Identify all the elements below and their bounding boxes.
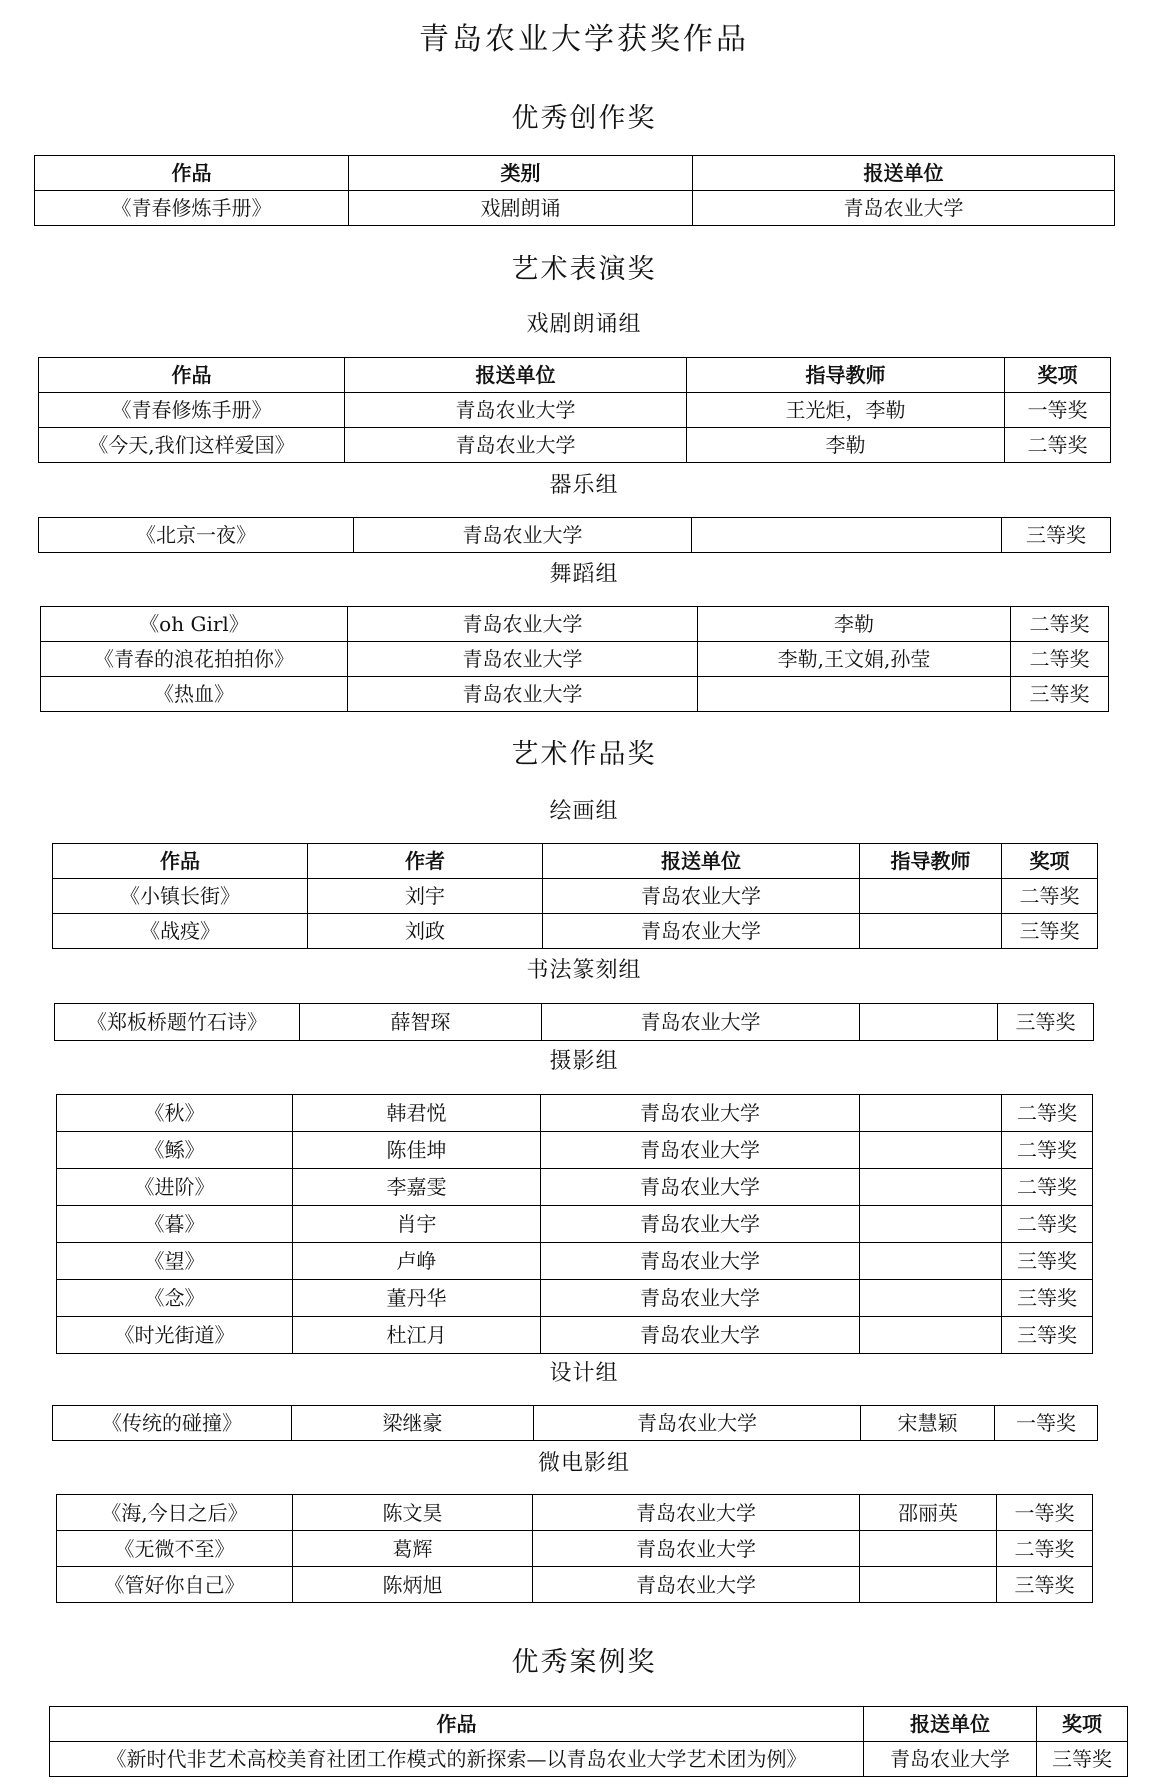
group-label-film: 微电影组 xyxy=(537,1451,630,1476)
column-header: 报送单位 xyxy=(543,844,860,879)
table-cell: 二等奖 xyxy=(1011,607,1109,642)
table-cell: 一等奖 xyxy=(997,1495,1093,1531)
group-label-painting: 绘画组 xyxy=(549,799,619,824)
table-cell: 三等奖 xyxy=(1002,518,1111,553)
table-cell: 肖宇 xyxy=(293,1206,541,1243)
group-label-music: 器乐组 xyxy=(549,473,619,498)
music-table xyxy=(38,517,1111,553)
table-cell: 刘政 xyxy=(308,914,543,949)
group-label-calligraphy: 书法篆刻组 xyxy=(526,958,642,983)
column-header: 作者 xyxy=(308,844,543,879)
table-cell: 一等奖 xyxy=(995,1406,1098,1441)
table-cell: 青岛农业大学 xyxy=(541,1280,860,1317)
table-cell: 青岛农业大学 xyxy=(345,428,687,463)
table-cell xyxy=(698,677,1011,712)
table-row xyxy=(57,1495,1093,1531)
table-cell: 李嘉雯 xyxy=(293,1169,541,1206)
table-cell: 青岛农业大学 xyxy=(543,914,860,949)
table-row xyxy=(50,1742,1128,1777)
table-cell: 李勒,王文娟,孙莹 xyxy=(698,642,1011,677)
table-cell: 卢峥 xyxy=(293,1243,541,1280)
table-cell: 二等奖 xyxy=(1011,642,1109,677)
calligraphy-table xyxy=(54,1003,1094,1041)
group-label-drama: 戏剧朗诵组 xyxy=(526,312,642,337)
table-row xyxy=(39,393,1111,428)
table-cell: 青岛农业大学 xyxy=(543,879,860,914)
column-header: 报送单位 xyxy=(345,358,687,393)
drama-table xyxy=(38,357,1111,463)
table-cell: 青岛农业大学 xyxy=(533,1567,860,1603)
table-cell: 青岛农业大学 xyxy=(354,518,692,553)
table-cell: 青岛农业大学 xyxy=(348,607,698,642)
table-cell: 李勒 xyxy=(687,428,1005,463)
table-cell: 三等奖 xyxy=(998,1004,1094,1041)
table-cell: 《小镇长街》 xyxy=(53,879,308,914)
table-cell: 三等奖 xyxy=(1002,1243,1093,1280)
table-row xyxy=(39,428,1111,463)
table-cell: 李勒 xyxy=(698,607,1011,642)
table-cell: 《北京一夜》 xyxy=(39,518,354,553)
section-heading-creation: 优秀创作奖 xyxy=(511,103,657,134)
table-row xyxy=(41,607,1109,642)
table-cell: 《战疫》 xyxy=(53,914,308,949)
table-row xyxy=(53,879,1098,914)
column-header: 奖项 xyxy=(1037,1707,1128,1742)
table-cell: 二等奖 xyxy=(1002,879,1098,914)
table-cell: 青岛农业大学 xyxy=(533,1495,860,1531)
table-cell: 三等奖 xyxy=(1011,677,1109,712)
table-cell: 《进阶》 xyxy=(57,1169,293,1206)
table-cell xyxy=(860,1095,1002,1132)
table-cell: 《传统的碰撞》 xyxy=(53,1406,292,1441)
table-cell: 《无微不至》 xyxy=(57,1531,293,1567)
table-cell: 薛智琛 xyxy=(300,1004,542,1041)
table-cell xyxy=(860,1567,997,1603)
table-cell: 青岛农业大学 xyxy=(541,1206,860,1243)
group-label-design: 设计组 xyxy=(549,1361,619,1386)
table-cell: 二等奖 xyxy=(1002,1169,1093,1206)
table-row xyxy=(57,1243,1093,1280)
table-cell: 《管好你自己》 xyxy=(57,1567,293,1603)
painting-table xyxy=(52,843,1098,949)
column-header: 报送单位 xyxy=(864,1707,1037,1742)
table-row xyxy=(57,1280,1093,1317)
table-row xyxy=(41,642,1109,677)
table-cell xyxy=(860,879,1002,914)
table-cell: 陈文昊 xyxy=(293,1495,533,1531)
column-header: 报送单位 xyxy=(693,156,1115,191)
table-header-row xyxy=(39,358,1111,393)
page-title: 青岛农业大学获奖作品 xyxy=(419,22,749,57)
column-header: 作品 xyxy=(39,358,345,393)
photo-table xyxy=(56,1094,1093,1354)
table-row xyxy=(39,518,1111,553)
section-heading-cases: 优秀案例奖 xyxy=(511,1647,657,1678)
table-row xyxy=(41,677,1109,712)
table-cell xyxy=(860,1531,997,1567)
table-cell xyxy=(860,1280,1002,1317)
table-cell: 董丹华 xyxy=(293,1280,541,1317)
table-cell: 青岛农业大学 xyxy=(693,191,1115,226)
column-header: 指导教师 xyxy=(860,844,1002,879)
table-row xyxy=(53,914,1098,949)
table-cell: 青岛农业大学 xyxy=(345,393,687,428)
column-header: 奖项 xyxy=(1005,358,1111,393)
table-cell: 青岛农业大学 xyxy=(533,1531,860,1567)
group-label-dance: 舞蹈组 xyxy=(549,562,619,587)
table-cell xyxy=(860,914,1002,949)
table-cell xyxy=(860,1206,1002,1243)
table-cell: 青岛农业大学 xyxy=(864,1742,1037,1777)
table-cell: 《念》 xyxy=(57,1280,293,1317)
table-cell xyxy=(860,1169,1002,1206)
table-cell: 《oh Girl》 xyxy=(41,607,348,642)
section-heading-artwork: 艺术作品奖 xyxy=(511,739,657,770)
table-cell: 《时光街道》 xyxy=(57,1317,293,1354)
table-cell: 《望》 xyxy=(57,1243,293,1280)
table-cell: 《青春的浪花拍拍你》 xyxy=(41,642,348,677)
table-cell: 《暮》 xyxy=(57,1206,293,1243)
table-cell: 韩君悦 xyxy=(293,1095,541,1132)
table-cell: 青岛农业大学 xyxy=(541,1132,860,1169)
column-header: 作品 xyxy=(50,1707,864,1742)
table-cell: 葛辉 xyxy=(293,1531,533,1567)
table-cell: 宋慧颖 xyxy=(861,1406,995,1441)
table-cell: 三等奖 xyxy=(1002,1317,1093,1354)
table-row xyxy=(57,1132,1093,1169)
table-row xyxy=(57,1095,1093,1132)
table-cell: 《今天,我们这样爱国》 xyxy=(39,428,345,463)
table-cell: 王光炬，李勒 xyxy=(687,393,1005,428)
column-header: 作品 xyxy=(53,844,308,879)
table-cell: 三等奖 xyxy=(1002,914,1098,949)
table-cell: 二等奖 xyxy=(1005,428,1111,463)
table-row xyxy=(57,1169,1093,1206)
table-cell xyxy=(692,518,1002,553)
table-cell xyxy=(860,1317,1002,1354)
table-cell: 《郑板桥题竹石诗》 xyxy=(55,1004,300,1041)
table-cell: 刘宇 xyxy=(308,879,543,914)
table-header-row xyxy=(53,844,1098,879)
table-cell: 青岛农业大学 xyxy=(541,1317,860,1354)
table-cell xyxy=(860,1132,1002,1169)
table-cell: 陈炳旭 xyxy=(293,1567,533,1603)
table-cell: 一等奖 xyxy=(1005,393,1111,428)
table-cell: 青岛农业大学 xyxy=(348,677,698,712)
table-header-row xyxy=(35,156,1115,191)
table-cell: 三等奖 xyxy=(1037,1742,1128,1777)
table-cell: 二等奖 xyxy=(1002,1132,1093,1169)
table-cell: 《鲧》 xyxy=(57,1132,293,1169)
creation-table xyxy=(34,155,1115,226)
table-cell: 戏剧朗诵 xyxy=(349,191,693,226)
group-label-photo: 摄影组 xyxy=(549,1049,619,1074)
table-row xyxy=(53,1406,1098,1441)
table-cell: 青岛农业大学 xyxy=(542,1004,860,1041)
table-cell: 三等奖 xyxy=(997,1567,1093,1603)
table-cell: 青岛农业大学 xyxy=(348,642,698,677)
table-cell: 《青春修炼手册》 xyxy=(39,393,345,428)
table-cell: 二等奖 xyxy=(1002,1206,1093,1243)
table-row xyxy=(57,1531,1093,1567)
table-cell: 青岛农业大学 xyxy=(541,1095,860,1132)
table-header-row xyxy=(50,1707,1128,1742)
table-cell: 《热血》 xyxy=(41,677,348,712)
table-row xyxy=(57,1567,1093,1603)
column-header: 奖项 xyxy=(1002,844,1098,879)
table-cell: 《秋》 xyxy=(57,1095,293,1132)
table-cell: 二等奖 xyxy=(997,1531,1093,1567)
cases-table xyxy=(49,1706,1128,1777)
table-cell: 青岛农业大学 xyxy=(541,1169,860,1206)
table-cell: 《新时代非艺术高校美育社团工作模式的新探索—以青岛农业大学艺术团为例》 xyxy=(50,1742,864,1777)
table-cell: 《海,今日之后》 xyxy=(57,1495,293,1531)
table-row xyxy=(57,1317,1093,1354)
table-row xyxy=(35,191,1115,226)
film-table xyxy=(56,1494,1093,1603)
table-cell: 邵丽英 xyxy=(860,1495,997,1531)
table-cell: 青岛农业大学 xyxy=(541,1243,860,1280)
column-header: 作品 xyxy=(35,156,349,191)
table-row xyxy=(55,1004,1094,1041)
table-cell: 三等奖 xyxy=(1002,1280,1093,1317)
table-cell xyxy=(860,1243,1002,1280)
table-cell: 梁继豪 xyxy=(292,1406,534,1441)
table-cell: 杜江月 xyxy=(293,1317,541,1354)
dance-table xyxy=(40,606,1109,712)
column-header: 指导教师 xyxy=(687,358,1005,393)
table-cell: 陈佳坤 xyxy=(293,1132,541,1169)
table-cell: 《青春修炼手册》 xyxy=(35,191,349,226)
table-cell xyxy=(860,1004,998,1041)
table-cell: 二等奖 xyxy=(1002,1095,1093,1132)
section-heading-performance: 艺术表演奖 xyxy=(511,254,657,285)
design-table xyxy=(52,1405,1098,1441)
column-header: 类别 xyxy=(349,156,693,191)
table-cell: 青岛农业大学 xyxy=(534,1406,861,1441)
table-row xyxy=(57,1206,1093,1243)
